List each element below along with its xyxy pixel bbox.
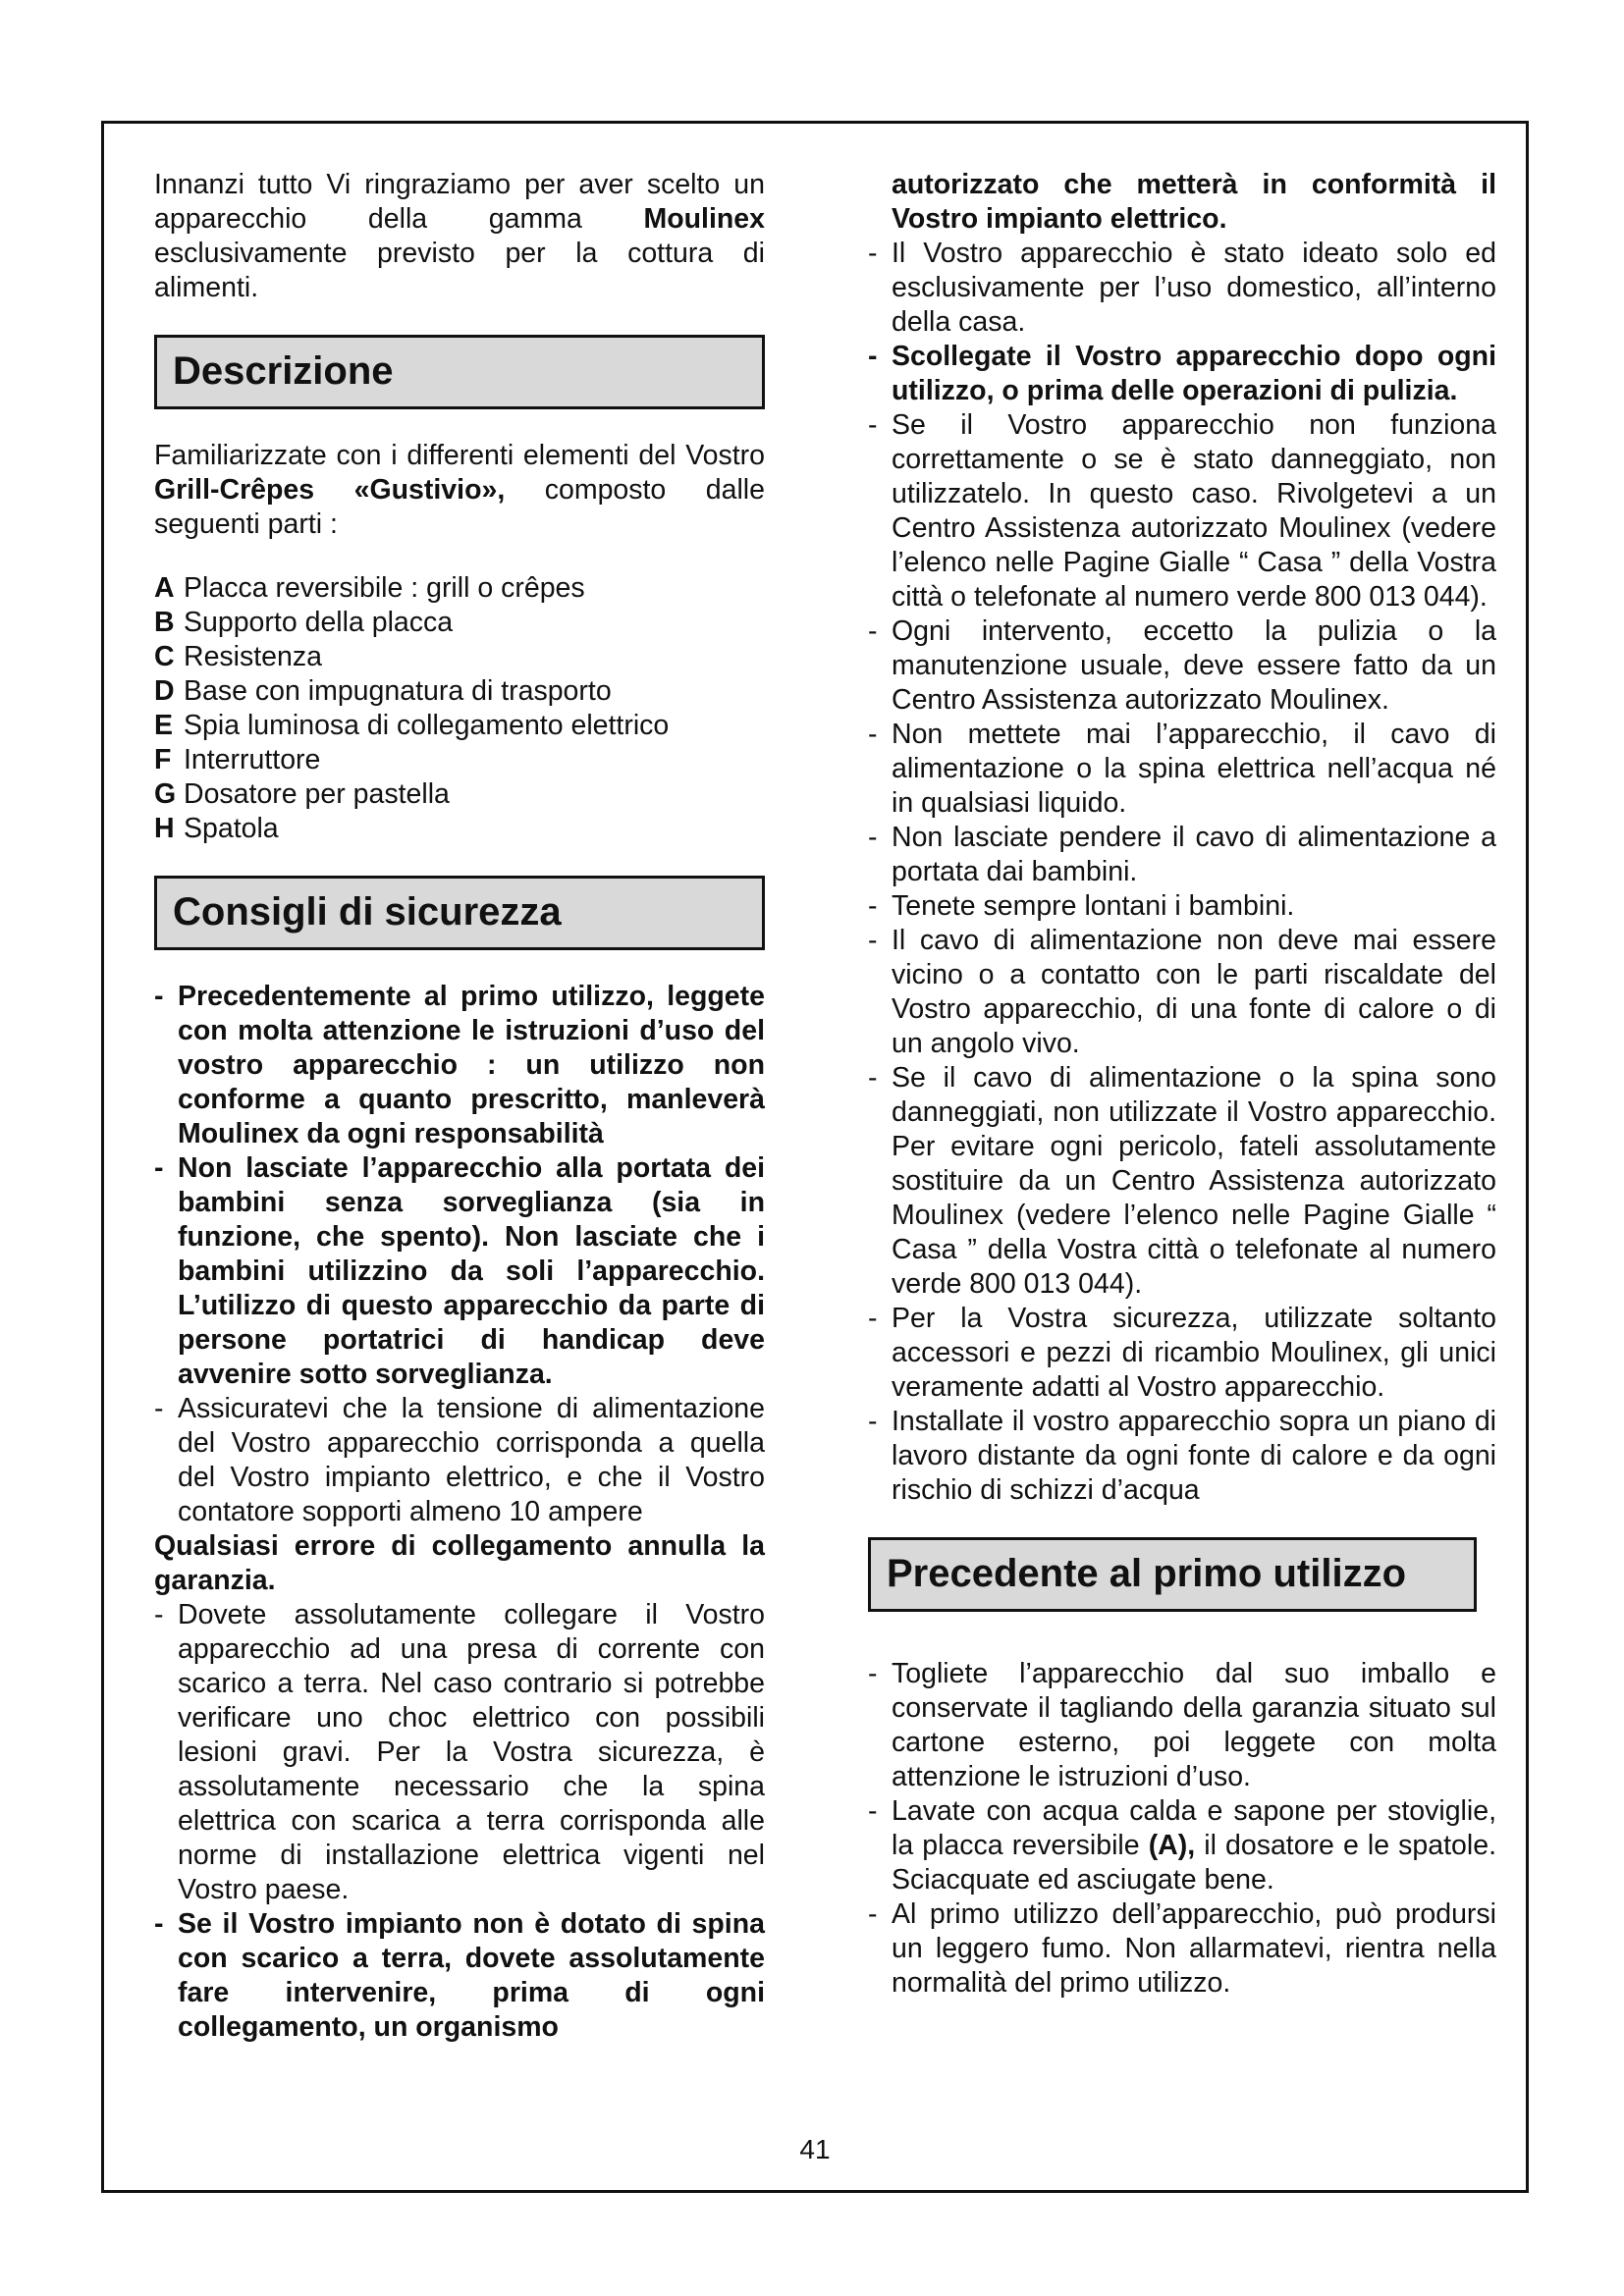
first-use-item-2-text: Lavate con acqua calda e sapone per stoviglie, la placca reversibile — [892, 1795, 1496, 1861]
first-use-item-1: - Togliete l’apparecchio dal suo imballo e conservate il tagliando della garanzia situato sul cartone esterno, poi leggete con molta attenzione le istruzioni d’uso. — [868, 1657, 1496, 1794]
right-column — [868, 168, 1496, 2001]
part-letter: F — [154, 744, 172, 775]
parts-list — [154, 571, 765, 846]
first-use-item-2-text-end: il dosatore e le spatole. Sciacquate ed asciugate bene. — [892, 1830, 1496, 1896]
primo-utilizzo-heading: Precedente al primo utilizzo — [868, 1537, 1477, 1612]
part-letter: E — [154, 710, 174, 741]
descrizione-text-end: composto dalle seguenti parti : — [154, 474, 765, 540]
list-item — [154, 606, 765, 640]
first-use-item-2 — [868, 1794, 1496, 1897]
part-label: Resistenza — [184, 641, 322, 672]
list-item — [154, 571, 765, 606]
safety-item-12: - Tenete sempre lontani i bambini. — [868, 889, 1496, 924]
list-item — [154, 743, 765, 777]
part-label: Base con impugnatura di trasporto — [184, 675, 612, 707]
safety-item-2: - Non lasciate l’apparecchio alla portata dei bambini senza sorveglianza (sia in funzione, che spento). Non lasciate che i bambini utilizzino da soli l’apparecchio. L’utilizzo di questo apparecchio da parte di persone portatrici di handicap deve avvenire sotto sorveglianza. — [154, 1151, 765, 1392]
part-label: Spia luminosa di collegamento elettrico — [184, 710, 670, 741]
part-letter: A — [154, 572, 175, 604]
safety-item-6: - Il Vostro apparecchio è stato ideato solo ed esclusivamente per l’uso domestico, all’interno della casa. — [868, 237, 1496, 340]
safety-item-7: - Scollegate il Vostro apparecchio dopo ogni utilizzo, o prima delle operazioni di pulizia. — [868, 340, 1496, 408]
first-use-item-3: - Al primo utilizzo dell’apparecchio, può prodursi un leggero fumo. Non allarmatevi, rientra nella normalità del primo utilizzo. — [868, 1897, 1496, 2001]
intro-text: Innanzi tutto Vi ringraziamo per aver scelto un apparecchio della gamma — [154, 169, 765, 235]
safety-item-15: - Per la Vostra sicurezza, utilizzate soltanto accessori e pezzi di ricambio Moulinex, gli unici veramente adatti al Vostro apparecchio. — [868, 1302, 1496, 1405]
safety-item-14: - Se il cavo di alimentazione o la spina sono danneggiati, non utilizzate il Vostro apparecchio. Per evitare ogni pericolo, fateli assolutamente sostituire da un Centro Assistenza autorizzato Moulinex (vedere l’elenco nelle Pagine Gialle “ Casa ” della Vostra città o telefonate al numero verde 800 013 044). — [868, 1061, 1496, 1302]
safety-item-13: - Il cavo di alimentazione non deve mai essere vicino o a contatto con le parti riscaldate del Vostro apparecchio, di una fonte di calore o di un angolo vivo. — [868, 924, 1496, 1061]
safety-item-9: - Ogni intervento, eccetto la pulizia o la manutenzione usuale, deve essere fatto da un Centro Assistenza autorizzato Moulinex. — [868, 614, 1496, 718]
intro-paragraph — [154, 168, 765, 305]
list-item — [154, 777, 765, 812]
part-label: Spatola — [184, 813, 279, 844]
brand-name: Moulinex — [643, 203, 765, 235]
part-letter: H — [154, 813, 175, 844]
safety-item-4: - Dovete assolutamente collegare il Vostro apparecchio ad una presa di corrente con scarico a terra. Nel caso contrario si potrebbe verificare uno choc elettrico con possibili lesioni gravi. Per la Vostra sicurezza, è assolutamente necessario che la spina elettrica con scarica a terra corrisponda alle norme di installazione elettrica vigenti nel Vostro paese. — [154, 1598, 765, 1907]
list-item — [154, 640, 765, 674]
part-letter: G — [154, 778, 177, 810]
guarantee-warning: Qualsiasi errore di collegamento annulla la garanzia. — [154, 1530, 765, 1596]
safety-item-5-continued: autorizzato che metterà in conformità il Vostro impianto elettrico. — [892, 169, 1496, 235]
list-item — [154, 674, 765, 709]
part-label: Interruttore — [184, 744, 321, 775]
descrizione-paragraph — [154, 439, 765, 542]
part-letter: C — [154, 641, 175, 672]
descrizione-text: Familiarizzate con i differenti elementi del Vostro — [154, 440, 765, 471]
safety-item-8: - Se il Vostro apparecchio non funziona correttamente o se è stato danneggiato, non utilizzatelo. In questo caso. Rivolgetevi a un Centro Assistenza autorizzato Moulinex (vedere l’elenco nelle Pagine Gialle “ Casa ” della Vostra città o telefonate al numero verde 800 013 044). — [868, 408, 1496, 614]
part-reference: (A), — [1148, 1830, 1196, 1861]
safety-item-5: - Se il Vostro impianto non è dotato di spina con scarico a terra, dovete assolutamente fare intervenire, prima di ogni collegamento, un organismo — [154, 1907, 765, 2045]
safety-item-10: - Non mettete mai l’apparecchio, il cavo di alimentazione o la spina elettrica nell’acqua né in qualsiasi liquido. — [868, 718, 1496, 821]
safety-item-11: - Non lasciate pendere il cavo di alimentazione a portata dai bambini. — [868, 821, 1496, 889]
part-letter: D — [154, 675, 175, 707]
part-letter: B — [154, 607, 175, 638]
page-number: 41 — [799, 2134, 831, 2164]
part-label: Supporto della placca — [184, 607, 454, 638]
descrizione-heading: Descrizione — [154, 335, 765, 409]
product-name: Grill-Crêpes «Gustivio», — [154, 474, 506, 506]
part-label: Placca reversibile : grill o crêpes — [184, 572, 585, 604]
list-item — [154, 812, 765, 846]
safety-item-16: - Installate il vostro apparecchio sopra un piano di lavoro distante da ogni fonte di calore e da ogni rischio di schizzi d’acqua — [868, 1405, 1496, 1508]
intro-text-end: esclusivamente previsto per la cottura di alimenti. — [154, 238, 765, 303]
list-item — [154, 709, 765, 743]
part-label: Dosatore per pastella — [184, 778, 450, 810]
safety-item-3: - Assicuratevi che la tensione di alimentazione del Vostro apparecchio corrisponda a quella del Vostro impianto elettrico, e che il Vostro contatore sopporti almeno 10 ampere — [154, 1392, 765, 1529]
page-frame — [101, 121, 1529, 2193]
left-column — [154, 168, 765, 2045]
sicurezza-heading: Consigli di sicurezza — [154, 876, 765, 950]
safety-item-1: - Precedentemente al primo utilizzo, leggete con molta attenzione le istruzioni d’uso del vostro apparecchio : un utilizzo non conforme a quanto prescritto, manleverà Moulinex da ogni responsabilità — [154, 980, 765, 1151]
